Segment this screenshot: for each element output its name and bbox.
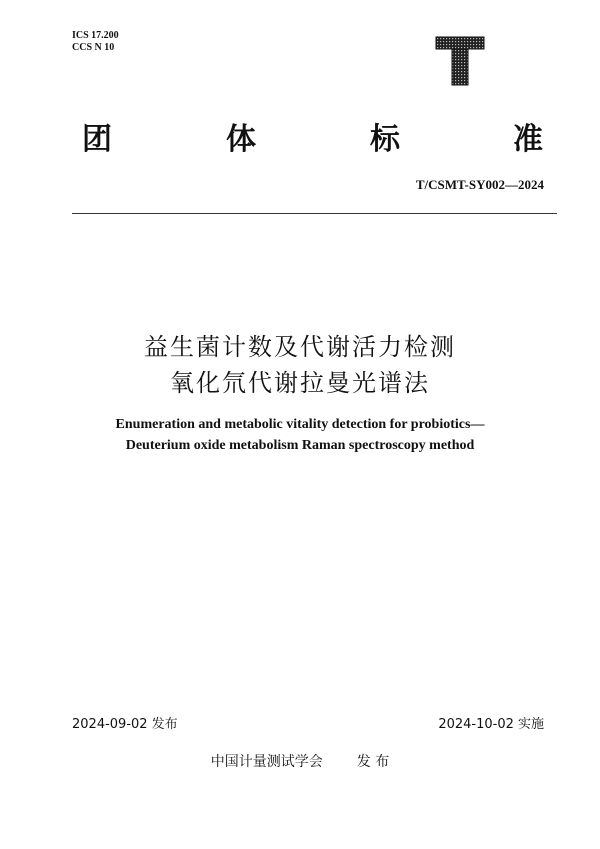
header-divider [72,213,557,214]
category-char-3: 标 [370,122,400,157]
category-char-1: 团 [82,122,112,157]
ics-code: ICS 17.200 [72,30,119,41]
release-date: 2024-09-02 发布 [72,717,178,732]
standard-code: T/CSMT-SY002—2024 [415,177,544,192]
classification-codes [72,30,119,54]
title-cn-line-2: 氧化氘代谢拉曼光谱法 [170,369,430,397]
title-cn-line-1: 益生菌计数及代谢活力检测 [144,333,456,361]
publisher-name: 中国计量测试学会 [210,754,323,770]
implementation-date: 2024-10-02 实施 [438,717,544,732]
title-en-line-2: Deuterium oxide metabolism Raman spectroscopy method [125,438,475,453]
ccs-code: CCS N 10 [72,42,115,53]
publisher-line [0,751,600,771]
category-char-4: 准 [513,122,543,157]
group-standard-logo [434,35,486,87]
title-en-line-1: Enumeration and metabolic vitality detection for probiotics— [115,417,485,432]
publish-action: 发 布 [356,754,390,770]
category-char-2: 体 [226,122,256,157]
